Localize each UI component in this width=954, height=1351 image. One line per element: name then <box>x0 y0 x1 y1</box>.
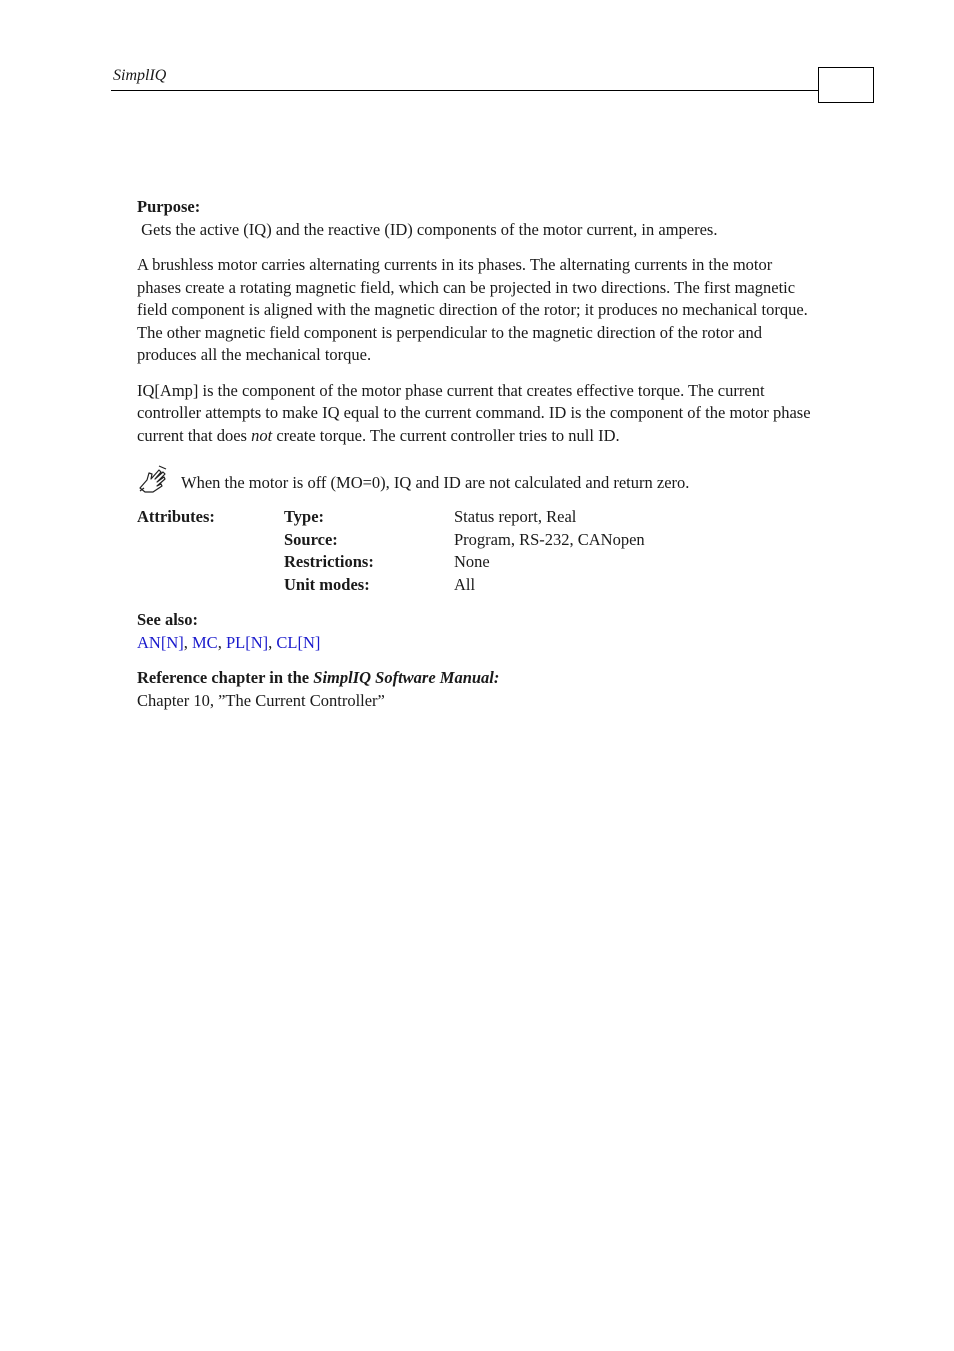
reference-heading <box>137 667 817 690</box>
attribute-value: None <box>454 552 490 571</box>
attribute-value: Status report, Real <box>454 507 577 526</box>
purpose-heading: Purpose: <box>137 197 201 216</box>
attribute-row <box>137 574 645 597</box>
attribute-key: Source: <box>284 529 338 549</box>
running-header-title: SimplIQ <box>113 67 167 84</box>
attribute-key: Restrictions: <box>284 552 374 571</box>
header-rule <box>111 90 819 91</box>
link-separator: , <box>217 632 226 652</box>
page-number-box <box>818 67 874 103</box>
attribute-key: Type: <box>284 507 325 526</box>
paragraph-iq-part2: create torque. The current controller tries to null ID. <box>272 425 620 445</box>
note-hand-icon <box>137 464 169 494</box>
attributes-table <box>137 506 645 596</box>
link-pl[interactable]: PL[N] <box>225 632 269 652</box>
reference-heading-prefix: Reference chapter in the <box>137 668 314 687</box>
paragraph-iq-emphasis: not <box>251 425 273 445</box>
note-callout <box>137 464 817 494</box>
attribute-row <box>137 529 645 552</box>
attribute-key: Unit modes: <box>284 574 370 594</box>
link-cl[interactable]: CL[N] <box>276 632 321 652</box>
see-also-heading: See also: <box>137 610 198 629</box>
link-an[interactable]: AN[N] <box>137 632 184 652</box>
attribute-row <box>137 506 645 529</box>
attributes-label: Attributes: <box>137 507 215 526</box>
link-mc[interactable]: MC <box>192 632 218 652</box>
note-text: When the motor is off (MO=0), IQ and ID are not calculated and return zero. <box>181 472 690 492</box>
link-separator: , <box>183 632 192 652</box>
paragraph-iq-definition <box>137 380 817 448</box>
attribute-value: Program, RS-232, CANopen <box>454 529 645 549</box>
see-also-links <box>137 632 817 655</box>
reference-manual-title: SimplIQ Software Manual: <box>313 668 500 687</box>
attribute-row <box>137 551 645 574</box>
document-body <box>137 196 817 712</box>
reference-chapter: Chapter 10, ”The Current Controller” <box>137 690 385 710</box>
link-separator: , <box>268 632 277 652</box>
attribute-value: All <box>454 574 476 594</box>
purpose-text: Gets the active (IQ) and the reactive (ID) components of the motor current, in amperes. <box>137 219 718 239</box>
paragraph-iq-part1: IQ[Amp] is the component of the motor phase current that creates effective torque. The current controller attempts to make IQ equal to the current command. ID is the component of the motor phase current that does <box>137 380 811 445</box>
paragraph-brushless-motor: A brushless motor carries alternating currents in its phases. The alternating currents in the motor phases create a rotating magnetic field, which can be projected in two directions. The first magnetic field component is aligned with the magnetic direction of the rotor; it produces no mechanical torque. The other magnetic field component is perpendicular to the magnetic direction of the rotor and produces all the mechanical torque. <box>137 255 808 364</box>
